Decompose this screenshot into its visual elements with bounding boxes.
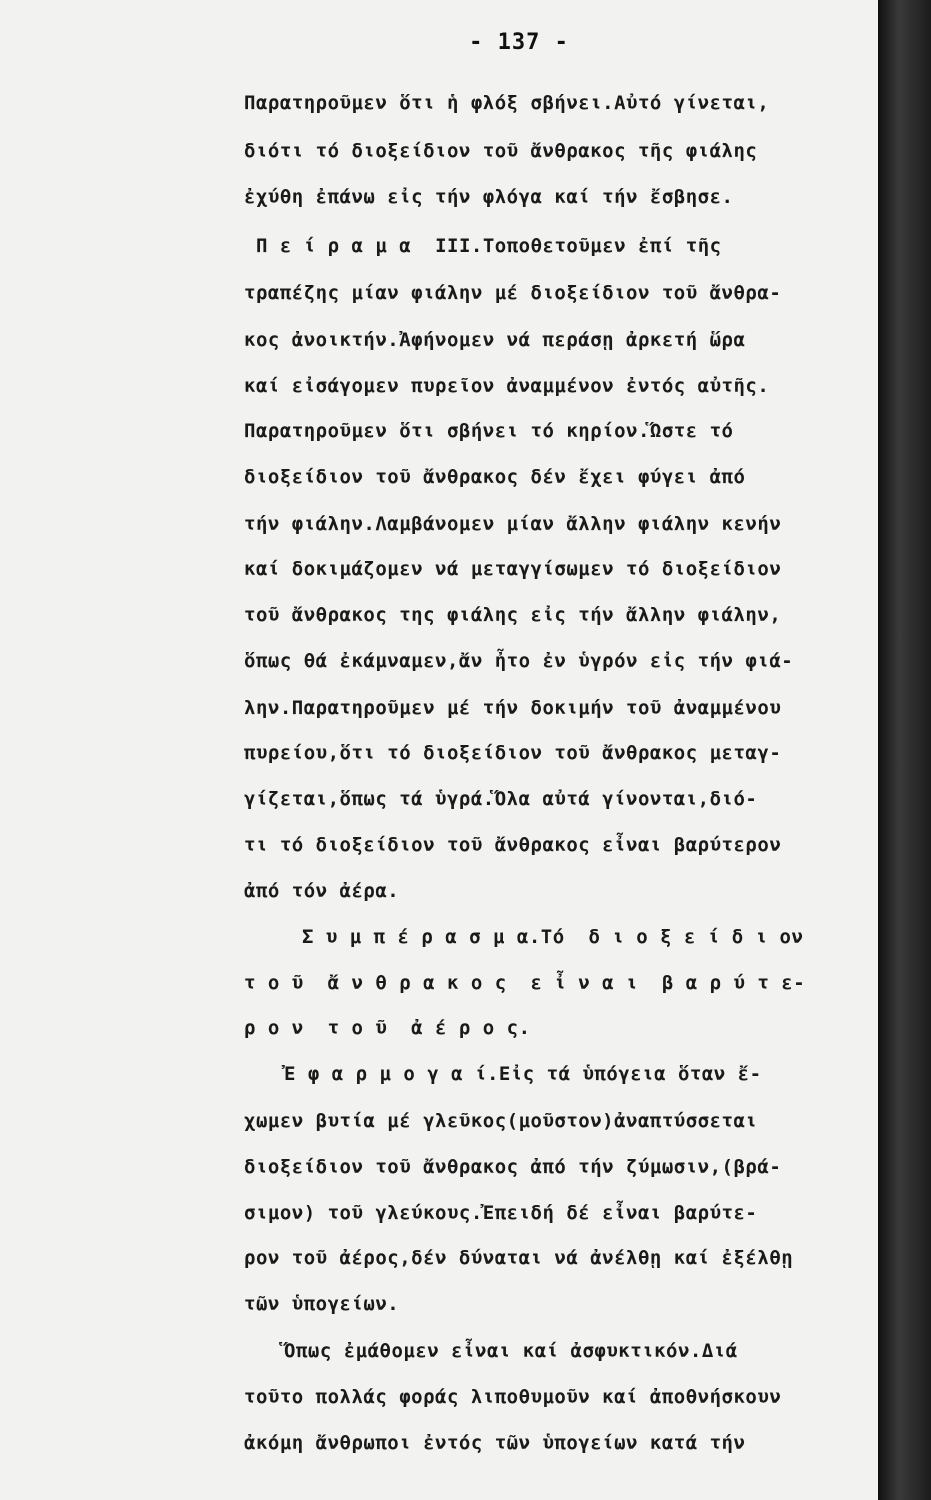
text-line: διοξείδιον τοῦ ἄνθρακος ἀπό τήν ζύμωσιν,(βρά-	[244, 1156, 782, 1178]
text-line: τι τό διοξείδιον τοῦ ἄνθρακος εἶναι βαρύτερον	[244, 834, 782, 856]
text-line: τήν φιάλην.Λαμβάνομεν μίαν ἄλλην φιάλην κενήν	[244, 513, 782, 535]
text-line: καί δοκιμάζομεν νά μεταγγίσωμεν τό διοξείδιον	[244, 558, 782, 580]
text-line: τ ο ῦ ἄ ν θ ρ α κ ο ς ε ἶ ν α ι β α ρ ύ τ ε-	[244, 972, 806, 994]
text-line: διοξείδιον τοῦ ἄνθρακος δέν ἔχει φύγει ἀπό	[244, 466, 746, 488]
text-line: ρον τοῦ ἀέρος,δέν δύναται νά ἀνέλθῃ καί ἐξέλθῃ	[244, 1247, 794, 1269]
text-line: ὅπως θά ἐκάμναμεν,ἄν ἦτο ἐν ὑγρόν εἰς τήν φιά-	[244, 650, 794, 672]
text-line: κος ἀνοικτήν.Ἀφήνομεν νά περάσῃ ἀρκετή ὥρα	[244, 329, 746, 351]
text-line: διότι τό διοξείδιον τοῦ ἄνθρακος τῆς φιάλης	[244, 140, 758, 162]
page-number: - 137 -	[469, 30, 569, 55]
text-line: τραπέζης μίαν φιάλην μέ διοξείδιον τοῦ ἄνθρα-	[244, 282, 782, 304]
text-line: χωμεν βυτία μέ γλεῦκος(μοῦστον)ἀναπτύσσεται	[244, 1110, 758, 1132]
text-line: γίζεται,ὅπως τά ὑγρά.Ὅλα αὐτά γίνονται,διό-	[244, 788, 758, 810]
text-line: καί εἰσάγομεν πυρεῖον ἀναμμένον ἐντός αὐτῆς.	[244, 375, 770, 397]
page-edge-shadow	[878, 0, 931, 1500]
text-line: πυρείου,ὅτι τό διοξείδιον τοῦ ἄνθρακος μεταγ-	[244, 742, 782, 764]
text-line: Σ υ μ π έ ρ α σ μ α.Τό δ ι ο ξ ε ί δ ι ον	[302, 926, 804, 948]
text-line: Π ε ί ρ α μ α III.Τοποθετοῦμεν ἐπί τῆς	[256, 235, 722, 257]
text-line: Ἐ φ α ρ μ ο γ α ί.Εἰς τά ὑπόγεια ὅταν ἔ-	[284, 1063, 762, 1085]
text-line: τοῦ ἄνθρακος της φιάλης εἰς τήν ἄλλην φιάλην,	[244, 604, 782, 626]
text-line: Παρατηροῦμεν ὅτι σβήνει τό κηρίον.Ὥστε τό	[244, 420, 734, 442]
text-line: ἀπό τόν ἀέρα.	[244, 880, 400, 902]
text-line: ρ ο ν τ ο ῦ ἀ έ ρ ο ς.	[244, 1017, 531, 1039]
text-line: τοῦτο πολλάς φοράς λιποθυμοῦν καί ἀποθνήσκουν	[244, 1386, 782, 1408]
text-line: ἐχύθη ἐπάνω εἰς τήν φλόγα καί τήν ἔσβησε.	[244, 186, 734, 208]
text-line: ἀκόμη ἄνθρωποι ἐντός τῶν ὑπογείων κατά τήν	[244, 1432, 746, 1454]
text-line: Ὅπως ἐμάθομεν εἶναι καί ἀσφυκτικόν.Διά	[284, 1340, 738, 1362]
text-line: λην.Παρατηροῦμεν μέ τήν δοκιμήν τοῦ ἀναμμένου	[244, 697, 782, 719]
text-line: Παρατηροῦμεν ὅτι ἡ φλόξ σβήνει.Αὐτό γίνεται,	[244, 92, 770, 114]
text-line: σιμον) τοῦ γλεύκους.Ἐπειδή δέ εἶναι βαρύτε-	[244, 1202, 758, 1224]
text-line: τῶν ὑπογείων.	[244, 1293, 400, 1315]
